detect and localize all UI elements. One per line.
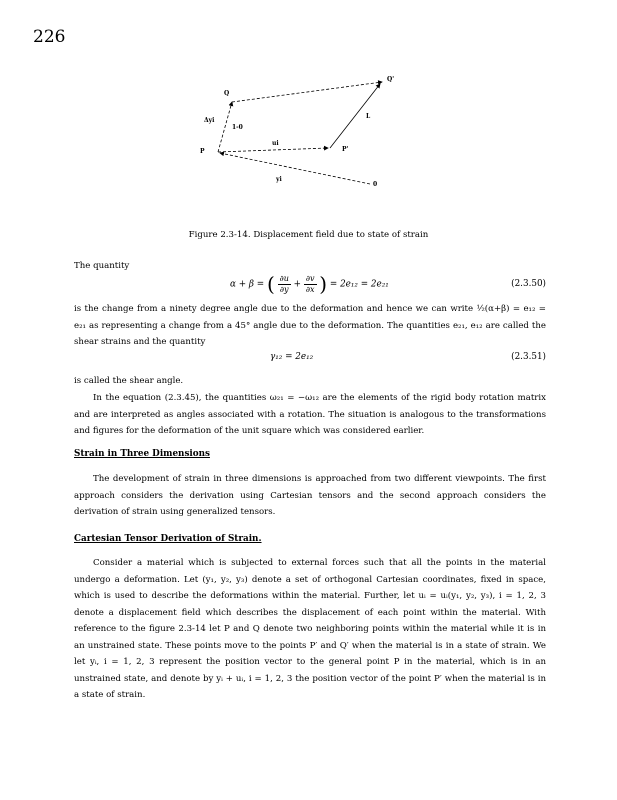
right-paren: ) (319, 272, 328, 296)
figure-svg (190, 64, 410, 194)
displacement-figure (190, 64, 410, 194)
frac2-num: ∂v (305, 273, 315, 283)
fraction-du-dy (278, 274, 291, 295)
page-number: 226 (33, 27, 66, 47)
equation-number-2-3-50: (2.3.50) (511, 279, 546, 289)
label-q-prime: Q' (387, 76, 395, 83)
segment-q-qprime (232, 82, 382, 102)
paragraph-change-angle: is the change from a ninety degree angle due to the deformation and hence we can write ½(α+β) = e₁₂ = e₂₁ as representing a change from a 45° angle due to the deformation. The quantities e₂₁, e₁₂ are called the shear strains and the quantity (74, 304, 546, 347)
segment-p-pprime (218, 148, 328, 152)
equation-2-3-51-body: γ₁₂ = 2e₁₂ (270, 352, 314, 362)
left-paren: ( (266, 272, 275, 296)
segment-pprime-qprime (330, 84, 380, 148)
equation-2-3-51 (74, 352, 546, 368)
fraction-dv-dx (304, 274, 317, 295)
segment-p-q (218, 102, 232, 152)
eq-lhs: α + β = (230, 279, 265, 290)
eq-rhs: = 2e₁₂ = 2e₂₁ (329, 279, 389, 290)
frac1-den: ∂y (279, 284, 289, 294)
equation-2-3-50 (74, 270, 546, 300)
quantity-intro: The quantity (74, 261, 130, 271)
paragraph-rotation: In the equation (2.3.45), the quantities ω₂₁ = −ω₁₂ are the elements of the rigid body rotation matrix and are interpreted as angles associated with a rotation. The situation is analogous to the transformations and figures for the deformation of the unit square which was considered earlier. (74, 393, 546, 436)
heading-cartesian-tensor: Cartesian Tensor Derivation of Strain. (74, 534, 262, 544)
label-one-zero: 1-0 (232, 124, 243, 131)
frac2-den: ∂x (305, 284, 315, 294)
figure-caption: Figure 2.3-14. Displacement field due to state of strain (188, 230, 429, 240)
frac1-num: ∂u (279, 273, 289, 283)
heading-strain-three-dimensions: Strain in Three Dimensions (74, 449, 210, 459)
equation-number-2-3-51: (2.3.51) (511, 352, 546, 362)
label-l: L (366, 113, 371, 120)
paragraph-strain-three-dimensions: The development of strain in three dimensions is approached from two different viewpoints. The first approach considers the derivation using Cartesian tensors and the second approach considers the derivation of strain using generalized tensors. (74, 474, 546, 517)
label-q: Q (224, 90, 230, 97)
shear-angle-line: is called the shear angle. (74, 376, 184, 386)
label-y-i: yi (276, 176, 282, 183)
label-origin: 0 (373, 181, 378, 188)
label-delta-y: Δyi (204, 117, 215, 124)
plus-sign: + (293, 279, 302, 290)
label-p-prime: P' (342, 146, 349, 153)
paragraph-cartesian-tensor: Consider a material which is subjected to external forces such that all the points in the material undergo a deformation. Let (y₁, y₂, y₃) denote a set of orthogonal Cartesian coordinates, fixed in space, which is used to describe the deformations within the material. Further, let uᵢ = uᵢ(y₁, y₂, y₃), i = 1, 2, 3 denote a displacement field which describes the displacement of each point within the material. With reference to the figure 2.3-14 let P and Q denote two neighboring points within the material while it is in an unstrained state. These points move to the points P′ and Q′ when the material is in a state of strain. We let yᵢ, i = 1, 2, 3 represent the position vector to the general point P in the material, which is in an unstrained state, and denote by yᵢ + uᵢ, i = 1, 2, 3 the position vector of the point P′ when the material is in a state of strain. (74, 558, 546, 700)
equation-2-3-50-body (230, 272, 389, 296)
label-u-i: ui (272, 140, 279, 147)
segment-origin-p (220, 153, 370, 184)
label-p: P (200, 148, 205, 155)
